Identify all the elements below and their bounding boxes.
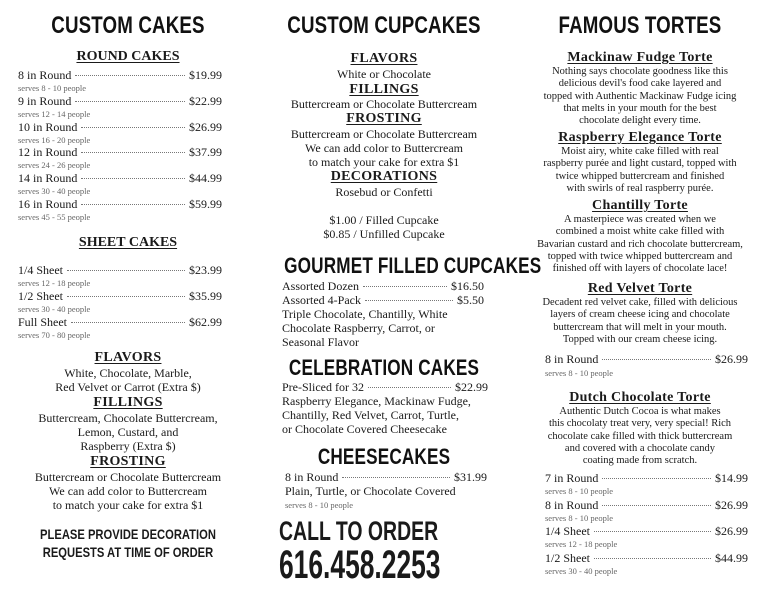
item-price: $35.99	[189, 289, 222, 303]
custom-cupcakes-title: CUSTOM CUPCAKES	[287, 12, 481, 39]
decorations-text: Rosebud or Confetti	[335, 185, 433, 199]
serves-text: serves 8 - 10 people	[18, 83, 86, 93]
cheesecake-flavors: Plain, Turtle, or Chocolate Covered	[285, 484, 456, 498]
text-line: this chocolaty treat very, very special! Rich	[548, 418, 732, 430]
text-line: Raspberry (Extra $)	[80, 439, 176, 454]
text-line: Buttercream or Chocolate Buttercream	[34, 470, 222, 484]
dot-leader	[363, 286, 447, 287]
item-price: $59.99	[189, 197, 222, 211]
text-line: Buttercream or Chocolate Buttercream	[290, 127, 478, 141]
item-price: $26.99	[715, 352, 748, 366]
serves-text: serves 45 - 55 people	[18, 212, 91, 222]
text-line: finished off with layers of chocolate lace!	[552, 263, 728, 275]
price-row	[545, 498, 748, 513]
text-line: topped with Authentic Mackinaw Fudge icing	[543, 90, 737, 102]
text-line: Chocolate Raspberry, Carrot, or	[282, 321, 435, 336]
text-line: delicious devil's food cake layered and	[558, 78, 722, 90]
price-row	[545, 551, 748, 566]
text-line: PLEASE PROVIDE DECORATION	[40, 526, 216, 542]
text-line: Topped with our cream cheese icing.	[562, 333, 718, 345]
dot-leader	[602, 478, 711, 479]
price-row	[282, 279, 484, 294]
celebration-title: CELEBRATION CAKES	[288, 355, 480, 380]
cupcake-frosting-heading: FROSTING	[346, 111, 422, 126]
item-price: $44.99	[715, 550, 748, 565]
serves-text: serves 16 - 20 people	[18, 134, 91, 145]
chantilly-torte-heading: Chantilly Torte	[592, 198, 688, 213]
cheesecakes-title: CHEESECAKES	[317, 444, 451, 469]
text-line: to match your cake for extra $1	[52, 498, 204, 513]
dot-leader	[75, 75, 185, 76]
cupcake-frosting-text	[256, 127, 512, 170]
item-price: $26.99	[189, 119, 222, 134]
price-row	[18, 145, 222, 160]
serves-text: serves 8 - 10 people	[545, 368, 613, 378]
text-line: layers of cream cheese icing and chocolate	[550, 309, 730, 321]
text-line: twice whipped buttercream and finished	[555, 170, 725, 182]
serves-text: serves 24 - 26 people	[18, 160, 91, 171]
item-name: 8 in Round	[545, 352, 599, 366]
dot-leader	[81, 127, 185, 128]
flavors-text	[0, 366, 256, 394]
item-price: $44.99	[189, 171, 222, 186]
item-name: 12 in Round	[18, 145, 78, 160]
price-row	[18, 120, 222, 135]
item-name: 10 in Round	[18, 119, 78, 134]
text-line: or Chocolate Covered Cheesecake	[282, 422, 447, 437]
serves-text: serves 12 - 18 people	[18, 278, 91, 288]
cupcake-flavors-text: White or Chocolate	[337, 67, 431, 81]
mackinaw-torte-description	[512, 66, 768, 127]
item-price: $16.50	[451, 279, 484, 293]
frosting-heading: FROSTING	[90, 454, 166, 469]
price-row	[545, 471, 748, 486]
raspberry-torte-description	[512, 146, 768, 195]
famous-tortes-title: FAMOUS TORTES	[558, 12, 722, 39]
dutch-torte-heading: Dutch Chocolate Torte	[569, 390, 711, 405]
mackinaw-torte-heading: Mackinaw Fudge Torte	[567, 50, 713, 65]
dot-leader	[602, 359, 711, 360]
text-line: Lemon, Custard, and	[77, 425, 179, 440]
item-name: Assorted Dozen	[282, 279, 359, 293]
dot-leader	[81, 152, 185, 153]
item-name: Full Sheet	[18, 315, 68, 329]
text-line: that melts in your mouth for the best	[563, 102, 717, 114]
text-line: topped with twice whipped buttercream and	[547, 250, 733, 262]
text-line: Nothing says chocolate goodness like this	[552, 66, 728, 77]
price-row	[18, 289, 222, 304]
text-line: buttercream that will melt in your mouth.	[553, 321, 727, 333]
cupcake-fillings-heading: FILLINGS	[349, 82, 419, 97]
item-name: 8 in Round	[18, 68, 72, 82]
celebration-flavors	[282, 394, 471, 437]
serves-text: serves 12 - 18 people	[545, 539, 618, 549]
dot-leader	[594, 531, 711, 532]
price-row	[282, 380, 488, 395]
dot-leader	[342, 477, 450, 478]
text-line: We can add color to Buttercream	[49, 484, 207, 499]
fillings-text	[0, 411, 256, 454]
phone-number[interactable]: 616.458.2253	[279, 543, 441, 587]
serves-text: serves 12 - 14 people	[18, 108, 91, 119]
item-price: $31.99	[454, 470, 487, 484]
price-row	[545, 352, 748, 367]
price-row	[18, 263, 222, 278]
dot-leader	[67, 296, 185, 297]
dot-leader	[81, 204, 185, 205]
gourmet-flavors	[282, 307, 448, 350]
cupcake-fillings-text: Buttercream or Chocolate Buttercream	[290, 97, 478, 111]
item-name: 16 in Round	[18, 197, 78, 211]
item-name: Assorted 4-Pack	[282, 293, 361, 307]
dot-leader	[365, 300, 453, 301]
dot-leader	[75, 101, 185, 102]
text-line: We can add color to Buttercream	[305, 141, 463, 156]
text-line: White, Chocolate, Marble,	[64, 366, 192, 380]
item-price: $23.99	[189, 263, 222, 277]
text-line: $1.00 / Filled Cupcake	[329, 213, 439, 227]
decorations-heading: DECORATIONS	[330, 169, 438, 184]
item-name: 7 in Round	[545, 471, 599, 485]
item-price: $26.99	[715, 524, 748, 538]
text-line: to match your cake for extra $1	[308, 155, 460, 170]
price-row	[18, 315, 222, 330]
price-row	[282, 293, 484, 308]
text-line: Moist airy, white cake filled with real	[561, 146, 719, 157]
item-price: $22.99	[189, 93, 222, 108]
text-line: coating made from scratch.	[582, 455, 698, 467]
text-line: Raspberry Elegance, Mackinaw Fudge,	[282, 394, 471, 408]
red-velvet-torte-heading: Red Velvet Torte	[587, 281, 693, 296]
text-line: $0.85 / Unfilled Cupcake	[323, 227, 445, 242]
dot-leader	[71, 322, 185, 323]
text-line: chocolate delight every time.	[579, 115, 701, 127]
decoration-note	[26, 526, 231, 560]
text-line: Chantilly, Red Velvet, Carrot, Turtle,	[282, 408, 459, 423]
dot-leader	[602, 505, 711, 506]
cupcake-flavors-heading: FLAVORS	[350, 51, 418, 66]
item-name: 1/4 Sheet	[18, 263, 63, 277]
price-row	[18, 94, 222, 109]
price-row	[285, 470, 487, 485]
text-line: combined a moist white cake filled with	[555, 226, 725, 238]
price-row	[18, 171, 222, 186]
serves-text: serves 8 - 10 people	[545, 486, 613, 496]
serves-text: serves 30 - 40 people	[545, 565, 618, 576]
custom-cakes-title: CUSTOM CAKES	[51, 12, 205, 39]
item-price: $26.99	[715, 497, 748, 512]
cupcake-prices	[256, 213, 512, 241]
text-line: Bavarian custard and rich chocolate buttercream,	[537, 238, 743, 250]
serves-text: serves 70 - 80 people	[18, 330, 91, 340]
round-cakes-heading: ROUND CAKES	[76, 49, 180, 64]
sheet-cakes-heading: SHEET CAKES	[78, 235, 178, 250]
serves-text: serves 30 - 40 people	[18, 304, 91, 314]
text-line: and covered with a chocolate candy	[564, 442, 716, 454]
fillings-heading: FILLINGS	[93, 395, 163, 410]
item-name: Pre-Sliced for 32	[282, 380, 364, 394]
item-name: 1/2 Sheet	[18, 289, 63, 303]
text-line: A masterpiece was created when we	[564, 214, 716, 225]
gourmet-title: GOURMET FILLED CUPCAKES	[284, 253, 542, 278]
item-price: $14.99	[715, 471, 748, 485]
price-row	[545, 524, 748, 539]
item-price: $5.50	[457, 293, 484, 307]
text-line: Triple Chocolate, Chantilly, White	[282, 307, 448, 321]
item-name: 8 in Round	[285, 470, 339, 484]
item-price: $19.99	[189, 68, 222, 82]
item-name: 8 in Round	[545, 497, 599, 512]
dot-leader	[594, 558, 711, 559]
dutch-torte-description	[512, 406, 768, 467]
serves-text: serves 8 - 10 people	[285, 500, 353, 510]
text-line: Authentic Dutch Cocoa is what makes	[559, 406, 721, 417]
frosting-text	[0, 470, 256, 513]
chantilly-torte-description	[512, 214, 768, 275]
text-line: Buttercream, Chocolate Buttercream,	[38, 411, 218, 425]
item-price: $62.99	[189, 315, 222, 329]
call-to-order-label: CALL TO ORDER	[279, 516, 439, 546]
raspberry-torte-heading: Raspberry Elegance Torte	[558, 130, 722, 145]
text-line: chocolate cake filled with thick buttercream	[547, 430, 733, 442]
serves-text: serves 8 - 10 people	[545, 512, 613, 523]
text-line: REQUESTS AT TIME OF ORDER	[42, 544, 214, 560]
flavors-heading: FLAVORS	[94, 350, 162, 365]
item-name: 14 in Round	[18, 171, 78, 186]
text-line: with swirls of real raspberry purée.	[566, 182, 714, 194]
dot-leader	[67, 270, 185, 271]
item-name: 1/4 Sheet	[545, 524, 590, 538]
serves-text: serves 30 - 40 people	[18, 186, 91, 197]
item-price: $37.99	[189, 145, 222, 160]
price-row	[18, 68, 222, 83]
text-line: Seasonal Flavor	[282, 335, 359, 350]
price-row	[18, 197, 222, 212]
text-line: raspberry purée and light custard, topped with	[543, 158, 737, 170]
dot-leader	[368, 387, 451, 388]
text-line: Red Velvet or Carrot (Extra $)	[55, 380, 201, 395]
item-name: 9 in Round	[18, 93, 72, 108]
item-name: 1/2 Sheet	[545, 550, 590, 565]
item-price: $22.99	[455, 380, 488, 394]
text-line: Decadent red velvet cake, filled with delicious	[542, 297, 738, 308]
dot-leader	[81, 178, 185, 179]
red-velvet-torte-description	[512, 297, 768, 346]
